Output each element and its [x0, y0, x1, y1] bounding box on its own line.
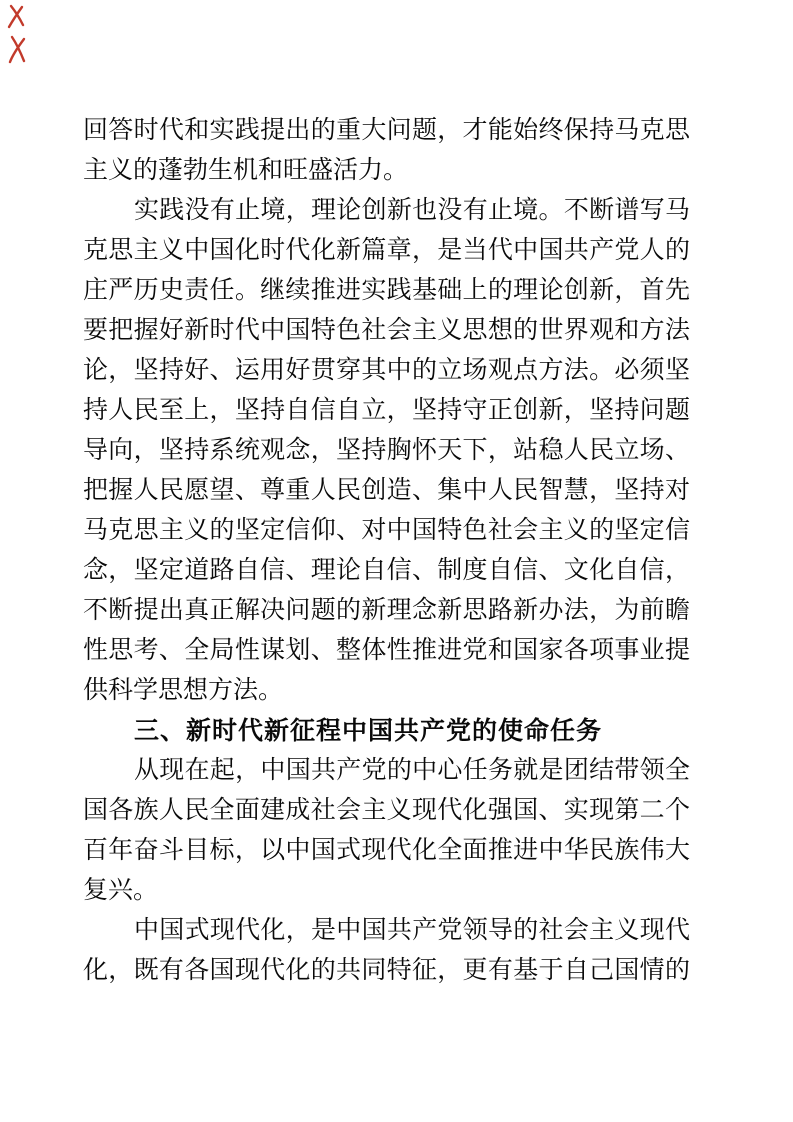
- text-line: 论，坚持好、运用好贯穿其中的立场观点方法。必须坚: [83, 357, 690, 384]
- text-line: 供科学思想方法。: [83, 677, 284, 704]
- document-text: [83, 111, 690, 991]
- text-line: 实践没有止境，理论创新也没有止境。不断谱写马: [134, 197, 690, 224]
- text-line: 化，既有各国现代化的共同特征，更有基于自己国情的: [83, 957, 690, 984]
- text-line: 导向，坚持系统观念，坚持胸怀天下，站稳人民立场、: [83, 437, 690, 464]
- text-line: 把握人民愿望、尊重人民创造、集中人民智慧，坚持对: [83, 477, 690, 504]
- text-line: 性思考、全局性谋划、整体性推进党和国家各项事业提: [83, 637, 690, 664]
- text-line: 不断提出真正解决问题的新理念新思路新办法，为前瞻: [83, 597, 690, 624]
- red-pen-mark-icon: [5, 2, 33, 66]
- text-line: 回答时代和实践提出的重大问题，才能始终保持马克思: [83, 117, 690, 144]
- text-line: 国各族人民全面建成社会主义现代化强国、实现第二个: [83, 797, 690, 824]
- text-line: 马克思主义的坚定信仰、对中国特色社会主义的坚定信: [83, 517, 690, 544]
- section-heading: 三、新时代新征程中国共产党的使命任务: [134, 717, 603, 745]
- text-line: 中国式现代化，是中国共产党领导的社会主义现代: [134, 917, 690, 944]
- text-line: 克思主义中国化时代化新篇章，是当代中国共产党人的: [83, 237, 690, 264]
- text-line: 持人民至上，坚持自信自立，坚持守正创新，坚持问题: [83, 397, 690, 424]
- text-line: 念，坚定道路自信、理论自信、制度自信、文化自信，: [83, 557, 690, 584]
- text-line: 要把握好新时代中国特色社会主义思想的世界观和方法: [83, 317, 690, 344]
- text-line: 从现在起，中国共产党的中心任务就是团结带领全: [134, 757, 690, 784]
- text-line: 庄严历史责任。继续推进实践基础上的理论创新，首先: [83, 277, 690, 304]
- text-line: 复兴。: [83, 877, 159, 904]
- text-line: 百年奋斗目标，以中国式现代化全面推进中华民族伟大: [83, 837, 690, 864]
- text-line: 主义的蓬勃生机和旺盛活力。: [83, 157, 409, 184]
